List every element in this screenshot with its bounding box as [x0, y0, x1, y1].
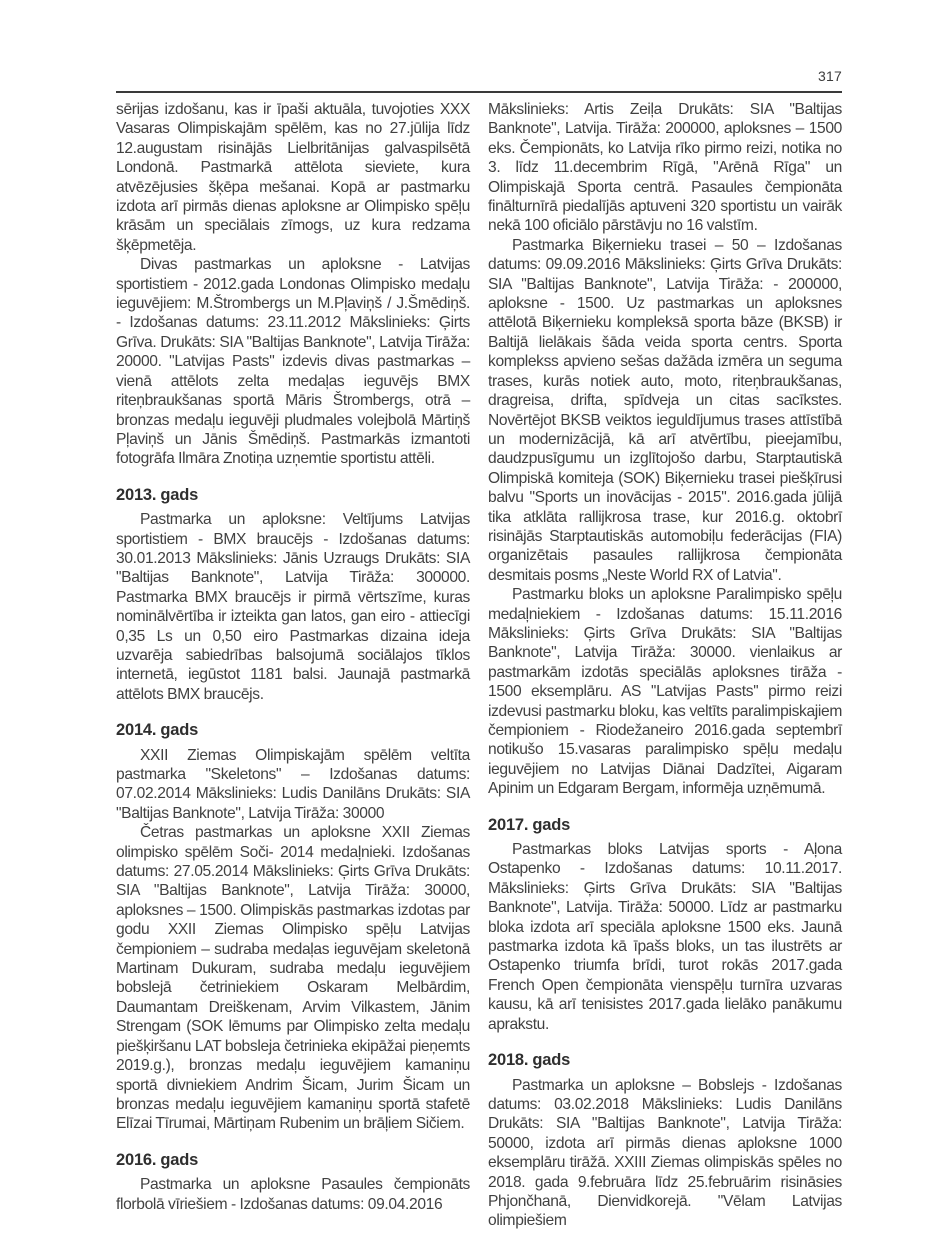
year-heading-2016: 2016. gads: [116, 1150, 199, 1169]
body-paragraph: XXII Ziemas Olimpiskajām spēlēm veltīta pastmarka "Skeletons" – Izdošanas datums: 07.02.2014 Mākslinieks: Ludis Danilāns Drukāts: SIA "Baltijas Banknote", Latvija Tirāža: 30000: [116, 746, 470, 822]
body-paragraph: Divas pastmarkas un aploksne - Latvijas sportistiem - 2012.gada Londonas Olimpisko medaļu ieguvējiem: M.Štrombergs un M.Pļaviņš / J.Šmēdiņš. - Izdošanas datums: 23.11.2012 Mākslinieks: Ģirts Grīva. Drukāts: SIA "Baltijas Banknote", Latvija Tirāža: 20000. "Latvijas Pasts" izdevis divas pastmarkas – vienā attēlots zelta medaļas ieguvējs BMX riteņbraukšanas sportā Māris Štrombergs, otrā – bronzas medaļu ieguvēji pludmales volejbolā Mārtiņš Pļaviņš un Jānis Šmēdiņš. Pastmarkās izmantoti fotogrāfa Ilmāra Znotiņa uzņemtie sportistu attēli.: [116, 256, 470, 468]
year-heading-2013: 2013. gads: [116, 485, 199, 504]
header-rule: [116, 91, 842, 93]
year-heading-2014: 2014. gads: [116, 721, 199, 740]
body-paragraph: Pastmarkas bloks Latvijas sports - Aļona Ostapenko - Izdošanas datums: 10.11.2017. Mākslinieks: Ģirts Grīva Drukāts: SIA "Baltijas Banknote", Latvija. Tirāža: 50000. Līdz ar pastmarku bloka izdota arī speciāla aploksne 1500 eks. Jaunā pastmarka izdota kā īpašs bloks, un tas ilustrēts ar Ostapenko triumfa brīdi, turot rokās 2017.gada French Open čempionāta vienspēļu turnīra uzvaras kausu, kā arī tenisistes 2017.gada lielāko panākumu aprakstu.: [488, 841, 842, 1033]
left-column: [116, 100, 470, 1231]
body-paragraph: sērijas izdošanu, kas ir īpaši aktuāla, tuvojoties XXX Vasaras Olimpiskajām spēlēm, kas no 27.jūlija līdz 12.augustam risinājās Lielbritānijas galvaspilsētā Londonā. Pastmarkā attēlota sieviete, kura atvēzējusies šķēpa mešanai. Kopā ar pastmarku izdota arī pirmās dienas aploksne ar Olimpisko spēļu krāsām un speciālais zīmogs, uz kura redzama šķēpmetēja.: [116, 101, 470, 254]
body-paragraph: Pastmarka Biķernieku trasei – 50 – Izdošanas datums: 09.09.2016 Mākslinieks: Ģirts Grīva Drukāts: SIA "Baltijas Banknote", Latvija Tirāža: - 200000, aploksne - 1500. Uz pastmarkas un aploksnes attēlotā Biķernieku kompleksā sporta bāze (BKSB) ir Baltijā lielākais šāda veida sporta centrs. Sporta komplekss apvieno sešas dažāda izmēra un seguma trases, kurās notiek auto, moto, riteņbraukšanas, dragreisa, drifta, spīdveja un citas sacīkstes. Novērtējot BKSB veiktos ieguldījumus trases attīstībā un modernizācijā, kā arī atvērtību, pieejamību, daudzpusīgumu un izglītojošo darbu, Starptautiskā Olimpiskā komiteja (SOK) Biķernieku trasei piešķīrusi balvu "Sports un inovācijas - 2015". 2016.gada jūlijā tika atklāta rallijkrosa trase, kur 2016.g. oktobrī risinājās Starptautiskās automobiļu federācijas (FIA) organizētais pasaules rallijkrosa čempionāta desmitais posms „Neste World RX of Latvia".: [488, 236, 842, 584]
body-paragraph: Pastmarku bloks un aploksne Paralimpisko spēļu medaļniekiem - Izdošanas datums: 15.11.2016 Mākslinieks: Ģirts Grīva Drukāts: SIA "Baltijas Banknote", Latvija Tirāža: 30000. vienlaikus ar pastmarkām izdotās speciālās aploksnes tirāža - 1500 eksemplāru. AS ''Latvijas Pasts'' pirmo reizi izdevusi pastmarku bloku, kas veltīts paralimpiskajiem čempioniem - Riodežaneiro 2016.gada septembrī notikušo 15.vasaras paralimpisko spēļu medaļu ieguvējiem no Latvijas Diānai Dadzītei, Aigaram Apinim un Edgaram Bergam, informēja uzņēmumā.: [488, 586, 842, 798]
body-paragraph: Pastmarka un aploksne – Bobslejs - Izdošanas datums: 03.02.2018 Mākslinieks: Ludis Danilāns Drukāts: SIA "Baltijas Banknote", Latvija Tirāža: 50000, izdota arī pirmās dienas aploksne 1000 eksemplāru tirāžā. XXIII Ziemas olimpiskās spēles no 2018. gada 9.februāra līdz 25.februārim risināsies Phjončhanā, Dienvidkorejā. "Vēlam Latvijas olimpiešiem: [488, 1076, 842, 1230]
right-column: [488, 100, 842, 1231]
body-paragraph: Pastmarka un aploksne: Veltījums Latvijas sportistiem - BMX braucējs - Izdošanas datums: 30.01.2013 Mākslinieks: Jānis Uzraugs Drukāts: SIA "Baltijas Banknote", Latvija Tirāža: 300000. Pastmarka BMX braucējs ir pirmā vērtszīme, kuras nominālvērtība ir izteikta gan latos, gan eiro - attiecīgi 0,35 Ls un 0,50 eiro Pastmarkas dizaina ideja uzvarēja sabiedrības balsojumā sociālajos tīklos internetā, iegūstot 1181 balsi. Jaunajā pastmarkā attēlots BMX braucējs.: [116, 511, 470, 703]
body-paragraph: Pastmarka un aploksne Pasaules čempionāts florbolā vīriešiem - Izdošanas datums: 09.04.2016: [116, 1176, 470, 1213]
body-paragraph: Četras pastmarkas un aploksne XXII Ziemas olimpisko spēlēm Soči- 2014 medaļnieki. Izdošanas datums: 27.05.2014 Mākslinieks: Ģirts Grīva Drukāts: SIA "Baltijas Banknote", Latvija Tirāža: 30000, aploksnes – 1500. Olimpiskās pastmarkas izdotas par godu XXII Ziemas Olimpisko spēļu Latvijas čempioniem – sudraba medaļas ieguvējam skeletonā Martinam Dukuram, sudraba medaļu ieguvējiem bobslejā četriniekiem Oskaram Melbārdim, Daumantam Dreiškenam, Arvim Vilkastem, Jānim Strengam (SOK lēmums par Olimpisko zelta medaļu piešķiršanu LAT bobsleja četrinieka ekipāžai pieņemts 2019.g.), bronzas medaļu ieguvējiem kamaniņu sportā divniekiem Andrim Šicam, Jurim Šicam un bronzas medaļu ieguvējiem kamaniņu sportā stafetē Elīzai Tīrumai, Mārtiņam Rubenim un brāļiem Sičiem.: [116, 824, 470, 1133]
text-columns: [116, 100, 842, 1231]
year-heading-2018: 2018. gads: [488, 1051, 571, 1070]
page-number: 317: [818, 68, 842, 84]
body-paragraph: Mākslinieks: Artis Zeiļa Drukāts: SIA "Baltijas Banknote", Latvija. Tirāža: 200000, aploksnes – 1500 eks. Čempionāts, ko Latvija rīko pirmo reizi, notika no 3. līdz 11.decembrim Rīgā, "Arēnā Rīga" un Olimpiskajā Sporta centrā. Pasaules čempionāta finālturnīrā piedalījās aptuveni 320 sportistu un vairāk nekā 100 oficiālo pārstāvju no 16 valstīm.: [488, 101, 842, 235]
year-heading-2017: 2017. gads: [488, 815, 571, 834]
